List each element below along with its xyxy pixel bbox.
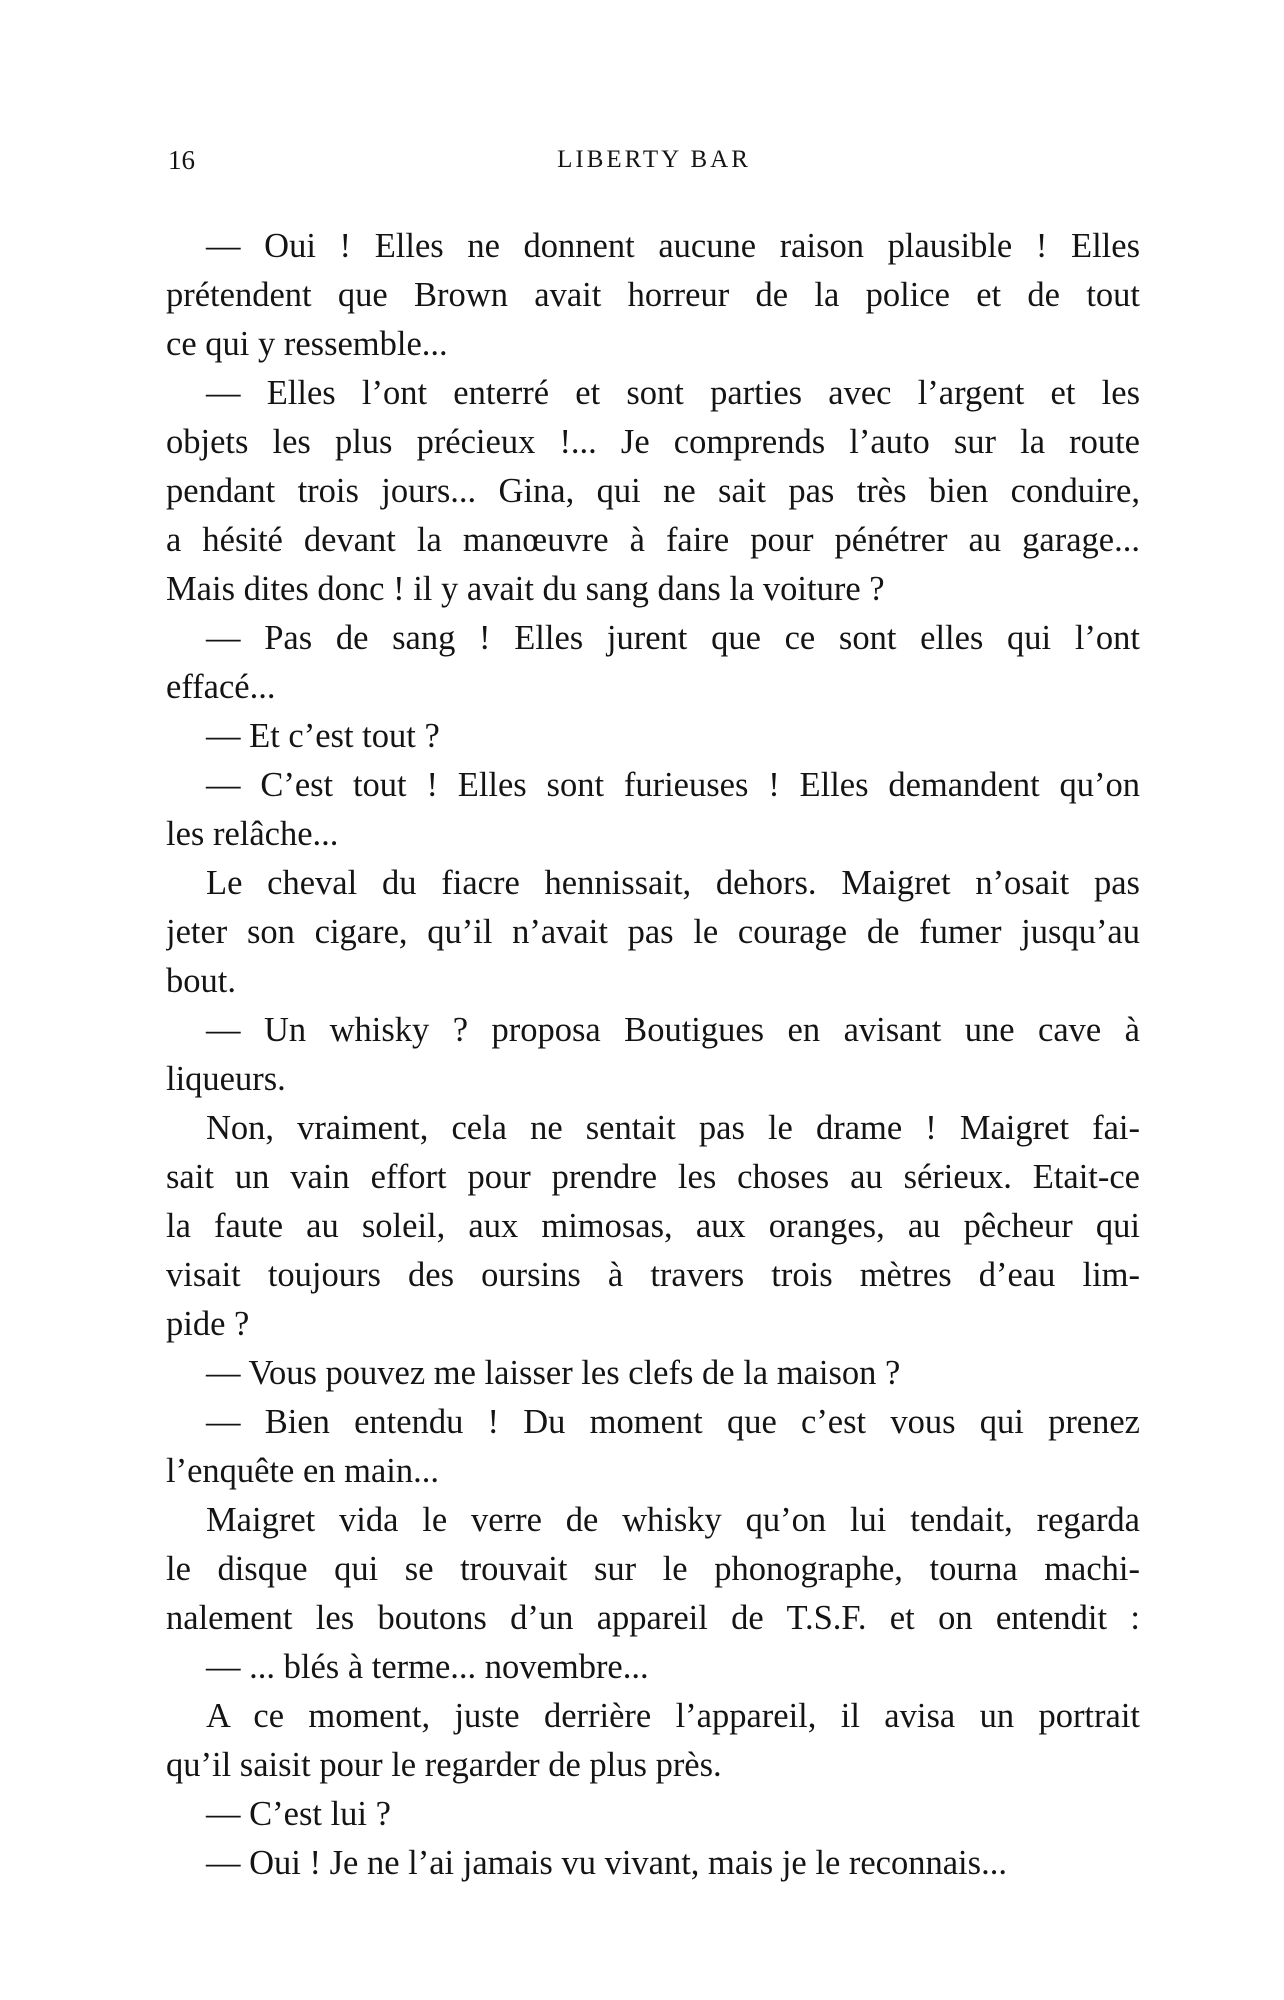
text-line: — Elles l’ont enterré et sont parties avec l’argent et les	[206, 374, 1140, 412]
text-line: Le cheval du fiacre hennissait, dehors. Maigret n’osait pas	[206, 864, 1140, 902]
text-line: effacé...	[166, 668, 276, 706]
text-line: ce qui y ressemble...	[166, 325, 448, 363]
text-line: — C’est lui ?	[206, 1795, 391, 1833]
text-line: — Un whisky ? proposa Boutigues en avisant une cave à	[206, 1011, 1140, 1049]
text-line: les relâche...	[166, 815, 339, 853]
running-title: LIBERTY BAR	[557, 146, 751, 173]
text-line: nalement les boutons d’un appareil de T.S.F. et on entendit :	[166, 1599, 1140, 1637]
text-line: — C’est tout ! Elles sont furieuses ! Elles demandent qu’on	[206, 766, 1140, 804]
text-line: Mais dites donc ! il y avait du sang dans la voiture ?	[166, 570, 885, 608]
text-line: — Oui ! Je ne l’ai jamais vu vivant, mais je le reconnais...	[206, 1844, 1007, 1882]
text-line: qu’il saisit pour le regarder de plus près.	[166, 1746, 722, 1784]
text-line: Maigret vida le verre de whisky qu’on lui tendait, regarda	[206, 1501, 1140, 1539]
text-line: — Et c’est tout ?	[206, 717, 440, 755]
text-line: la faute au soleil, aux mimosas, aux oranges, au pêcheur qui	[166, 1207, 1140, 1245]
text-line: liqueurs.	[166, 1060, 286, 1098]
body-text	[166, 222, 1140, 1888]
text-line: visait toujours des oursins à travers trois mètres d’eau lim-	[166, 1256, 1140, 1294]
text-line: bout.	[166, 962, 236, 1000]
text-line: sait un vain effort pour prendre les choses au sérieux. Etait-ce	[166, 1158, 1140, 1196]
text-line: a hésité devant la manœuvre à faire pour pénétrer au garage...	[166, 521, 1140, 559]
text-line: — Bien entendu ! Du moment que c’est vous qui prenez	[206, 1403, 1140, 1441]
text-line: prétendent que Brown avait horreur de la police et de tout	[166, 276, 1140, 314]
running-head	[168, 140, 1140, 180]
text-line: — Pas de sang ! Elles jurent que ce sont elles qui l’ont	[206, 619, 1140, 657]
text-line: — ... blés à terme... novembre...	[206, 1648, 649, 1686]
text-line: A ce moment, juste derrière l’appareil, il avisa un portrait	[206, 1697, 1140, 1735]
page-number: 16	[168, 145, 195, 175]
text-line: le disque qui se trouvait sur le phonographe, tourna machi-	[166, 1550, 1140, 1588]
text-line: jeter son cigare, qu’il n’avait pas le courage de fumer jusqu’au	[166, 913, 1140, 951]
text-line: — Oui ! Elles ne donnent aucune raison plausible ! Elles	[206, 227, 1140, 265]
text-line: pendant trois jours... Gina, qui ne sait pas très bien conduire,	[166, 472, 1140, 510]
text-line: — Vous pouvez me laisser les clefs de la maison ?	[206, 1354, 901, 1392]
text-line: objets les plus précieux !... Je comprends l’auto sur la route	[166, 423, 1140, 461]
text-line: l’enquête en main...	[166, 1452, 440, 1490]
text-line: Non, vraiment, cela ne sentait pas le drame ! Maigret fai-	[206, 1109, 1140, 1147]
text-line: pide ?	[166, 1305, 250, 1343]
